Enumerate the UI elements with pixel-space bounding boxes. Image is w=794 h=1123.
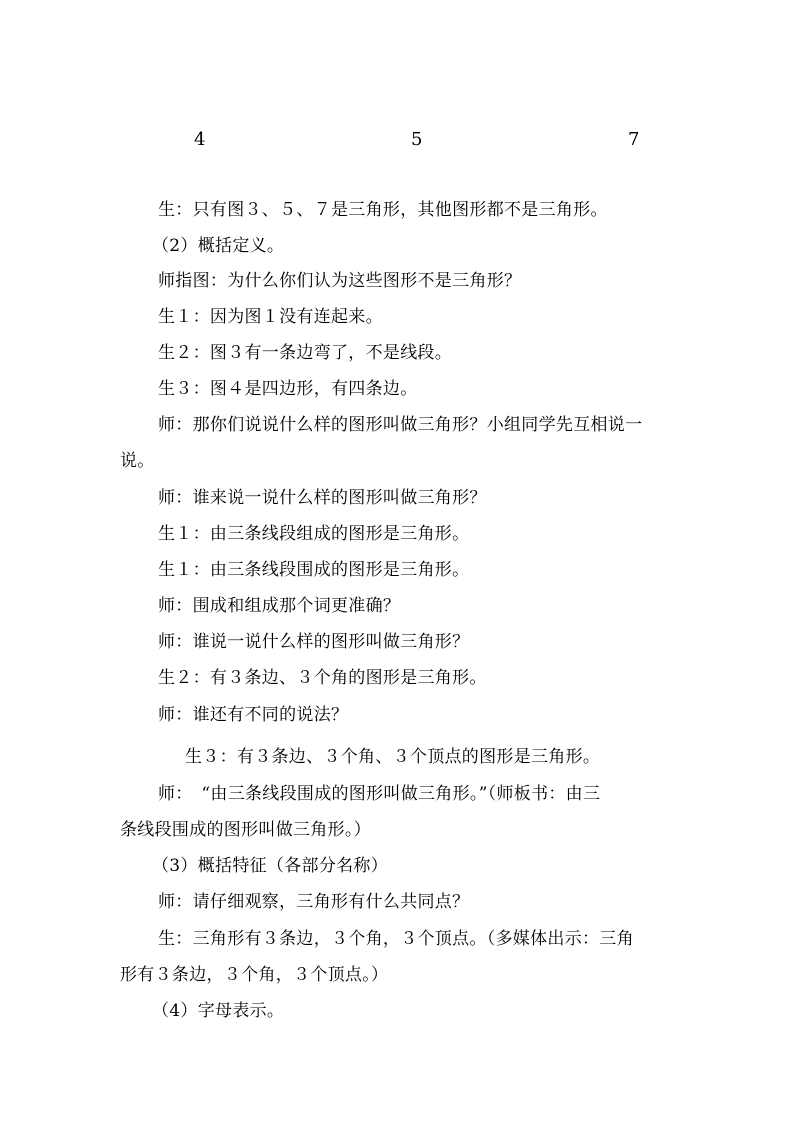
figure-label-4: 4 [194,129,206,150]
paragraph-student-answer: 生：只有图３、５、７是三角形，其他图形都不是三角形。 [158,200,608,220]
paragraph-teacher-board-cont: 条线段围成的图形叫做三角形。） [120,820,371,840]
paragraph-teacher-different: 师：谁还有不同的说法？ [158,705,349,725]
paragraph-teacher-group-cont: 说。 [120,451,155,471]
paragraph-teacher-who: 师：谁来说一说什么样的图形叫做三角形？ [158,488,487,508]
paragraph-student-common: 生：三角形有３条边，３个角，３个顶点。（多媒体出示：三角 [158,929,634,949]
paragraph-teacher-who-say: 师：谁说一说什么样的图形叫做三角形？ [158,632,470,652]
paragraph-student-1-enclose: 生１：由三条线段围成的图形是三角形。 [158,560,470,580]
paragraph-student-2-sides: 生２：有３条边、３个角的图形是三角形。 [158,668,487,688]
paragraph-teacher-question: 师指图：为什么你们认为这些图形不是三角形？ [158,271,522,291]
figure-label-7: 7 [628,129,640,150]
section-heading-features: （3）概括特征（各部分名称） [152,856,389,876]
figure-label-5: 5 [411,129,423,150]
paragraph-student-3-vertices: 生３：有３条边、３个角、３个顶点的图形是三角形。 [185,747,601,767]
paragraph-teacher-observe: 师：请仔细观察，三角形有什么共同点？ [158,892,470,912]
paragraph-student-1: 生１：因为图１没有连起来。 [158,307,383,327]
paragraph-teacher-board: 师： “由三条线段围成的图形叫做三角形。”（师板书：由三 [158,784,601,804]
paragraph-teacher-group: 师：那你们说说什么样的图形叫做三角形？小组同学先互相说一 [158,415,643,435]
paragraph-student-common-cont: 形有３条边，３个角，３个顶点。） [120,965,389,985]
paragraph-student-3: 生３：图４是四边形，有四条边。 [158,379,418,399]
paragraph-student-1-compose: 生１：由三条线段组成的图形是三角形。 [158,524,470,544]
paragraph-teacher-accuracy: 师：围成和组成那个词更准确？ [158,596,401,616]
section-heading-definition: （2）概括定义。 [152,236,285,256]
paragraph-student-2: 生２：图３有一条边弯了，不是线段。 [158,343,453,363]
section-heading-letters: （4）字母表示。 [152,1001,285,1021]
